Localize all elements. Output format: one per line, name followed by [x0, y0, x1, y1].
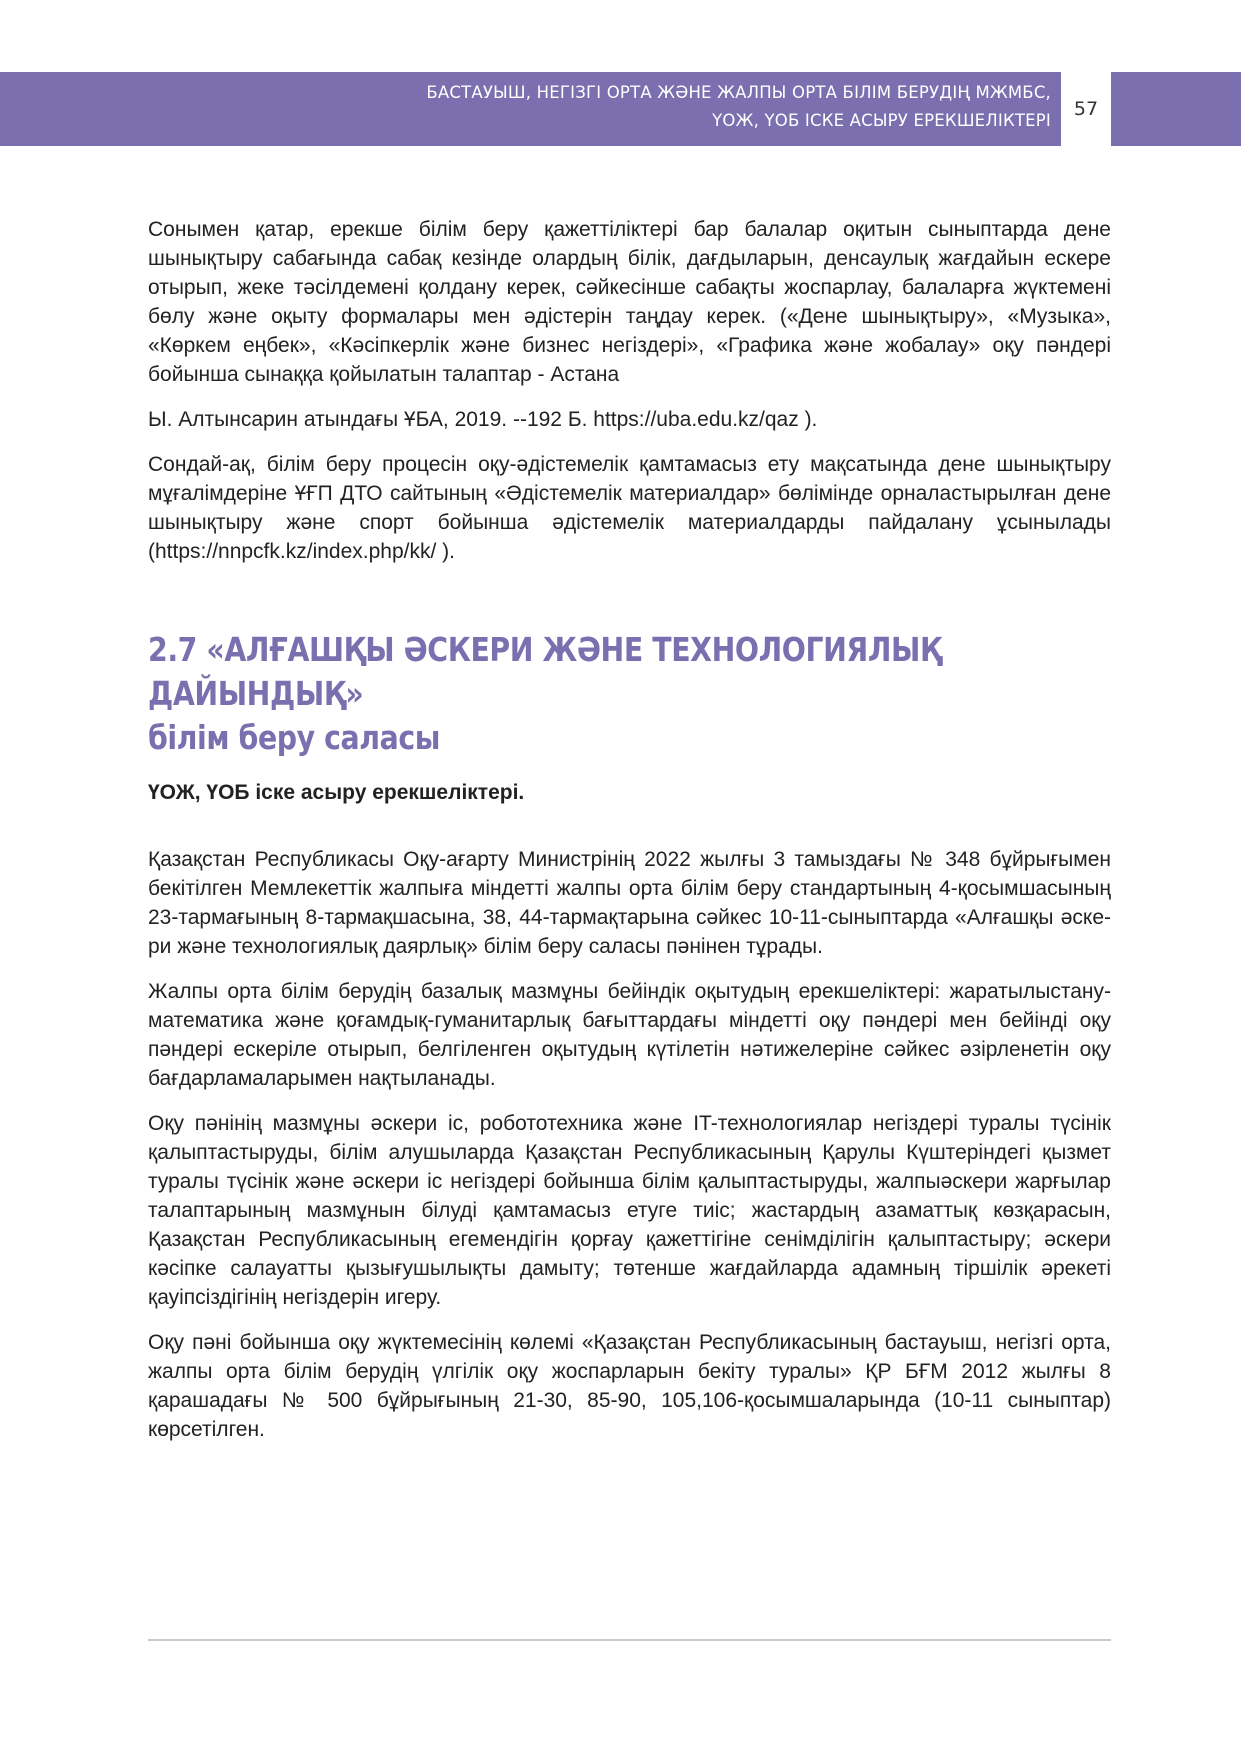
section-paragraph-2: Жалпы орта білім берудің базалық мазмұны бейіндік оқытудың ерекшеліктері: жаратылыстану-математика және қоғамдық-гуманитарлық бағыттардағы міндетті оқу пәндері мен бейінді оқу пәндері ескеріле отырып, белгіленген оқытудың күтілетін нәтижелеріне сәйкес әзірленетін оқу бағдарламаларымен нақтыланады. [148, 980, 1111, 1090]
section-paragraph-1: Қазақстан Республикасы Оқу-ағарту Министрінің 2022 жылғы 3 тамыздағы № 348 бұйрығымен бекітілген Мемлекеттік жалпыға міндетті жалпы орта білім беру стандартының 4-қосымшасының 23-тармағының 8-тармақшасына, 38, 44-тармақтарына сәйкес 10-11-сыныптарда «Алғашқы әскери және технологиялық даярлық» білім беру саласы пәнінен тұрады. [148, 848, 1111, 958]
section-subtitle: ҮОЖ, ҮОБ іске асыру ерекшеліктері. [148, 781, 525, 804]
running-header [331, 79, 1051, 135]
section-paragraph-4: Оқу пәні бойынша оқу жүктемесінің көлемі «Қазақстан Республикасының бастауыш, негізгі орта, жалпы орта білім берудің үлгілік оқу жоспарларын бекіту туралы» ҚР БҒМ 2012 жылғы 8 қарашадағы № 500 бұйрығының 21-30, 85-90, 105,106-қосымшаларында (10-11 сыныптар) көрсетілген. [148, 1331, 1111, 1441]
section-paragraph-3: Оқу пәнінің мазмұны әскери іс, робототехника және IT-технологиялар негіздері туралы түсінік қалыптастыруды, білім алушыларда Қазақстан Республикасының Қарулы Күштеріндегі қызмет туралы түсінік және әскери іс негіздері бойынша білім қалыптастыруды, жалпыәскери жарғылар талаптарының мазмұнын білуді қамтамасыз етуге тиіс; жастардың азаматтық көзқарасын, Қазақстан Республикасының егемендігін қорғау қажеттігіне сенімділігін қалыптастыру; әскери кәсіпке салауатты қызығушылықты дамыту; төтенше жағдайларда адамның тіршілік әрекеті қауіпсіздігінің негіздерін игеру. [148, 1112, 1111, 1309]
running-header-line-2: ҮОЖ, ҮОБ ІСКЕ АСЫРУ ЕРЕКШЕЛІКТЕРІ [712, 111, 1051, 130]
section-heading-line-2: білім беру саласы [148, 718, 440, 757]
running-header-line-1: БАСТАУЫШ, НЕГІЗГІ ОРТА ЖӘНЕ ЖАЛПЫ ОРТА БІЛІМ БЕРУДІҢ МЖМБС, [426, 83, 1051, 102]
intro-paragraph-2: Ы. Алтынсарин атындағы ҰБА, 2019. --192 Б. https://uba.edu.kz/qaz ). [148, 408, 818, 431]
header-band-right [1111, 72, 1241, 146]
intro-paragraph-1: Сонымен қатар, ерекше білім беру қажеттіліктері бар балалар оқитын сыныптарда дене шынықтыру сабағында сабақ кезінде олардың білік, дағдыларын, денсаулық жағдайын ескере отырып, жеке тәсілдемені қолдану керек, сәйкесінше сабақты жоспарлау, балаларға жүктемені бөлу және оқыту формалары мен әдістерін таңдау керек. («Дене шынықтыру», «Музыка», «Көркем еңбек», «Кәсіпкерлік және бизнес негіздері», «Графика және жобалау» оқу пәндері бойынша сынаққа қойылатын талаптар - Астана [148, 218, 1111, 386]
page-content [148, 215, 1111, 1444]
intro-paragraph-3: Сондай-ақ, білім беру процесін оқу-әдістемелік қамтамасыз ету мақсатында дене шынықтыру мұғалімдеріне ҰҒП ДТО сайтының «Әдістемелік материалдар» бөлімінде орналастырылған дене шынықтыру және спорт бойынша әдістемелік материалдарды пайдалану ұсынылады (https://nnpcfk.kz/index.php/kk/ ). [148, 453, 1111, 563]
section-heading-line-1: 2.7 «АЛҒАШҚЫ ӘСКЕРИ ЖӘНЕ ТЕХНОЛОГИЯЛЫҚ ДАЙЫНДЫҚ» [148, 630, 942, 713]
page-number: 57 [1073, 98, 1099, 120]
footer-divider [148, 1639, 1111, 1641]
